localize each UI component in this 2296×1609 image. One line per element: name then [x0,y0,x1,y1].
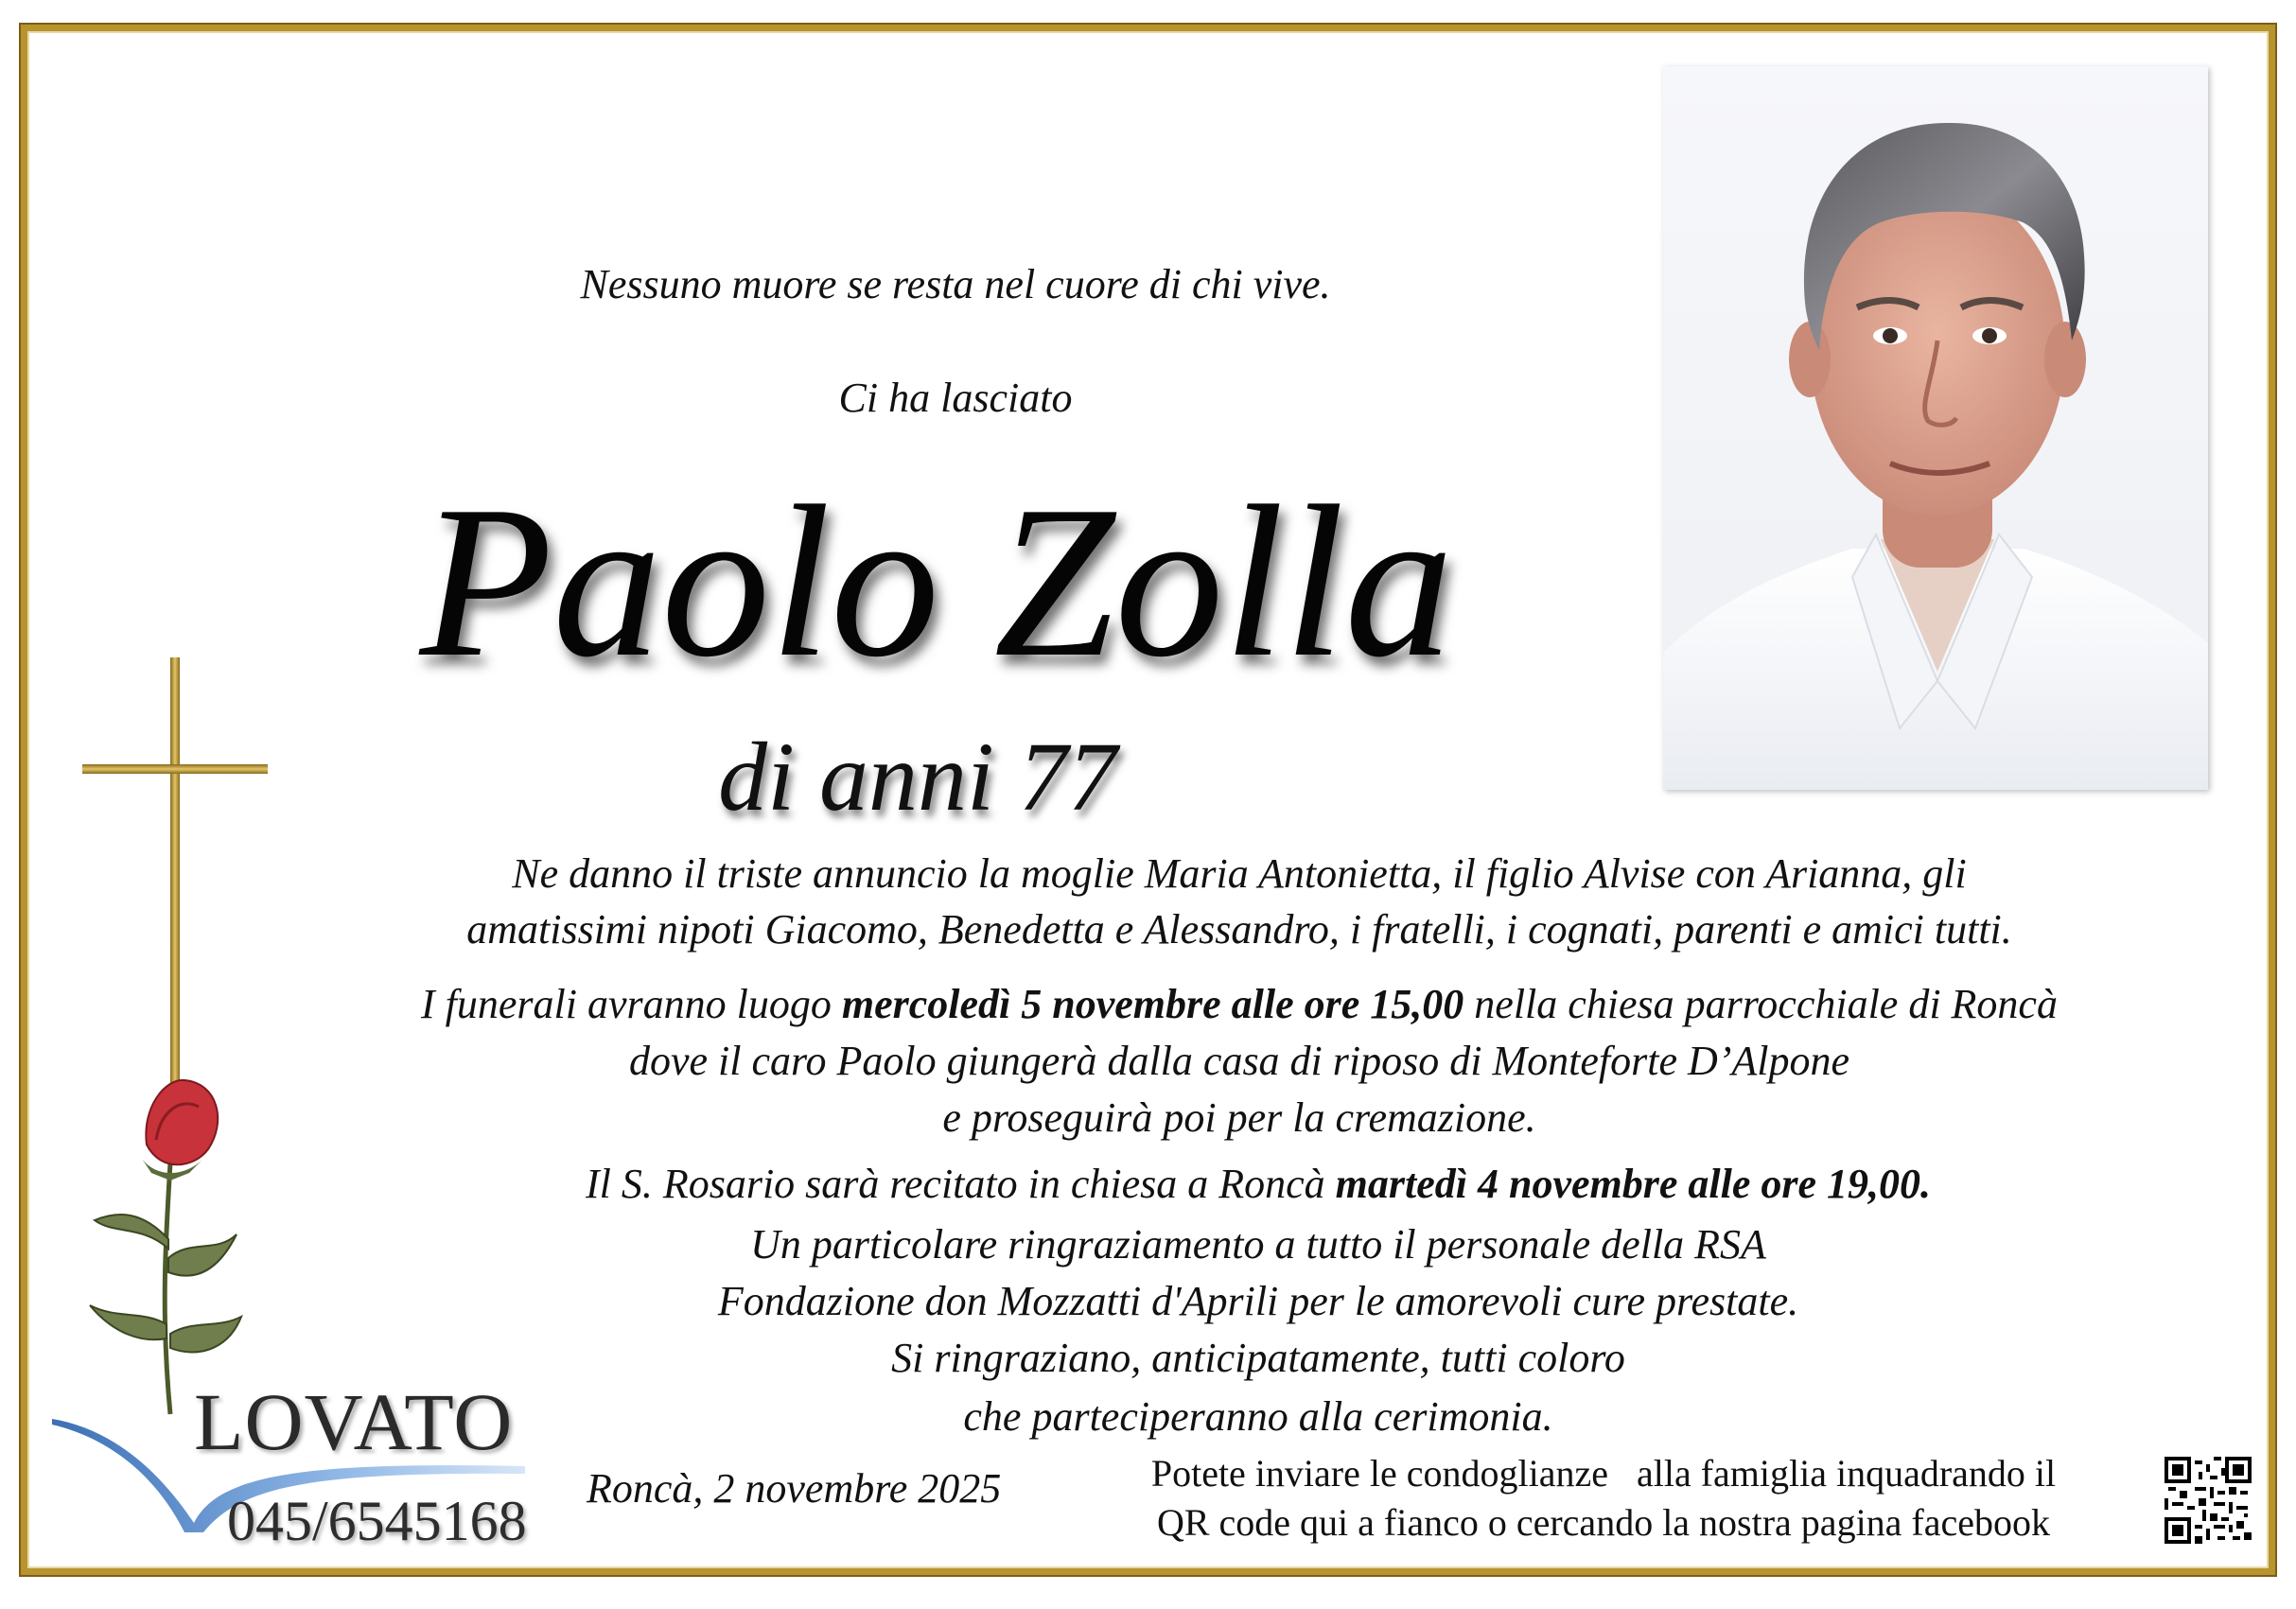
funeral-datetime: mercoledì 5 novembre alle ore 15,00 [841,981,1464,1027]
funeral-prefix: I funerali avranno luogo [421,981,842,1027]
intro-text: Ci ha lasciato [838,375,1073,421]
funeral-line-3: e proseguirà poi per la cremazione. [942,1094,1536,1141]
qr-instructions [1069,1449,2138,1548]
rosary-datetime: martedì 4 novembre alle ore 19,00. [1335,1161,1932,1207]
rosary-line [341,1163,2176,1205]
thanks-line-4: che parteciperanno alla cerimonia. [963,1393,1553,1440]
place-date: Roncà, 2 novembre 2025 [587,1465,1002,1512]
portrait-image [1663,66,2208,790]
funeral-line-2: dove il caro Paolo giungerà dalla casa di riposo di Monteforte D’Alpone [628,1038,1850,1084]
funeral-line-1 [284,981,2195,1027]
age-line: di anni 77 [718,723,1117,831]
funeral-suffix: nella chiesa parrocchiale di Roncà [1463,981,2058,1027]
qr-code-icon[interactable] [2165,1457,2252,1544]
motto-quote: Nessuno muore se resta nel cuore di chi vive. [580,261,1331,307]
thanks-line-1: Un particolare ringraziamento a tutto il personale della RSA [750,1221,1766,1268]
thanks-line-2: Fondazione don Mozzatti d'Aprili per le amorevoli cure prestate. [717,1278,1799,1324]
thanks-line-3: Si ringraziano, anticipatamente, tutti coloro [891,1335,1625,1381]
announcement-line-1: Ne danno il triste annuncio la moglie Maria Antonietta, il figlio Alvise con Arianna, gli [512,850,1967,897]
qr-instructions-line-2: QR code qui a fianco o cercando la nostra pagina facebook [1156,1501,2051,1544]
rose-icon [76,1069,255,1419]
announcement-line-2: amatissimi nipoti Giacomo, Benedetta e Alessandro, i fratelli, i cognati, parenti e amici tutti. [466,906,2012,953]
qr-instructions-line-1: Potete inviare le condoglianze alla famiglia inquadrando il [1150,1452,2057,1495]
agency-name: LOVATO [194,1376,514,1467]
portrait-photo [1663,66,2208,790]
agency-phone: 045/6545168 [227,1490,527,1552]
deceased-name: Paolo Zolla [419,461,1454,702]
rosary-prefix: Il S. Rosario sarà recitato in chiesa a Roncà [585,1161,1336,1207]
